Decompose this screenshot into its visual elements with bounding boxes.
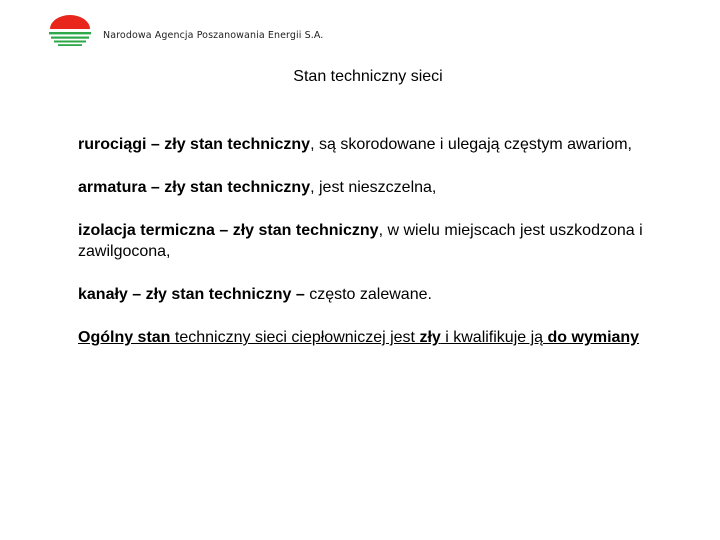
slide-body (78, 134, 648, 370)
item-term: kanały – zły stan techniczny – (78, 286, 305, 303)
item-term: rurociągi – zły stan techniczny (78, 136, 311, 153)
item-description: , w wielu miejscach jest uszkodzona i zawilgocona, (78, 222, 643, 260)
conclusion-lead: Ogólny stan (78, 329, 171, 346)
list-item-insulation (78, 220, 648, 262)
slide-header (48, 14, 688, 48)
item-term: izolacja termiczna – zły stan techniczny (78, 222, 379, 239)
item-description: , jest nieszczelna, (310, 179, 437, 196)
list-item-pipelines (78, 134, 648, 155)
item-term: armatura – zły stan techniczny (78, 179, 311, 196)
item-description: często zalewane. (304, 286, 432, 303)
conclusion-verdict: do wymiany (547, 329, 640, 346)
item-description: , są skorodowane i ulegają częstym awariom, (310, 136, 632, 153)
organization-name: Narodowa Agencja Poszanowania Energii S.A. (103, 30, 324, 41)
conclusion (78, 327, 648, 348)
company-logo-icon (48, 14, 92, 48)
list-item-channels (78, 284, 648, 305)
conclusion-emphasis: zły (419, 329, 441, 346)
list-item-fittings (78, 177, 648, 198)
slide-title: Stan techniczny sieci (293, 68, 443, 85)
conclusion-text: techniczny sieci ciepłowniczej jest (170, 329, 420, 346)
conclusion-text-2: i kwalifikuje ją (440, 329, 548, 346)
